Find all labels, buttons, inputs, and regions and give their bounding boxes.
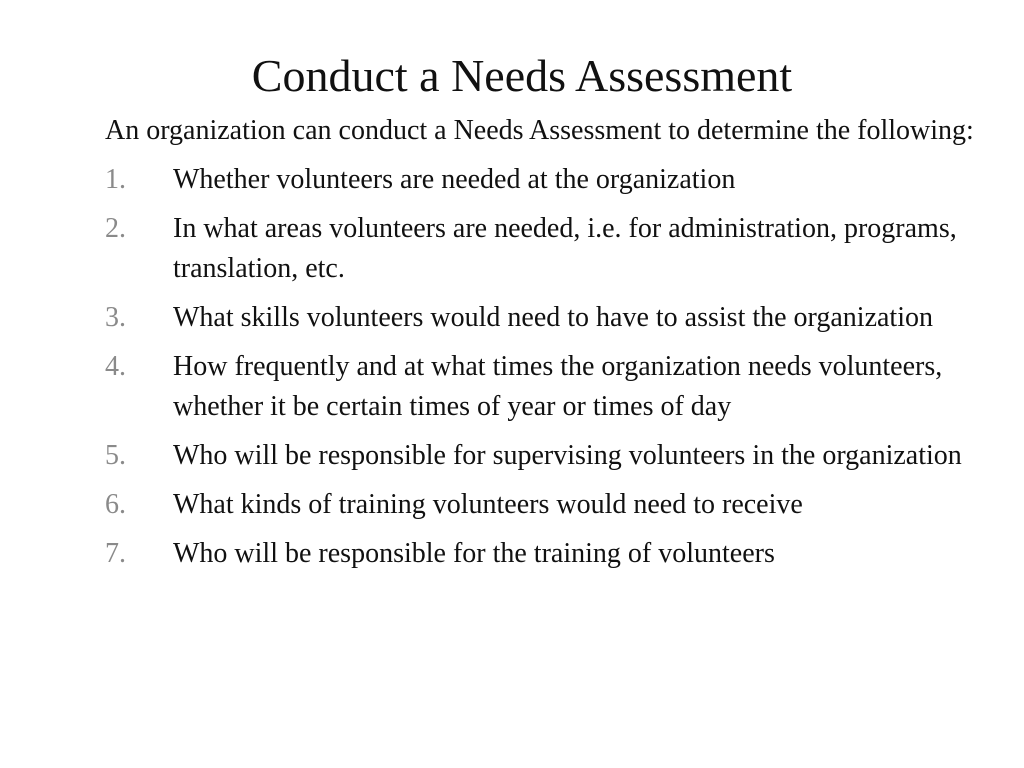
list-item-text: Who will be responsible for supervising volunteers in the organization: [173, 440, 962, 471]
list-item-text: How frequently and at what times the organization needs volunteers, whether it be certain times of year or times of day: [173, 351, 943, 422]
list-item: [105, 160, 975, 200]
list-item-number: 7.: [105, 538, 126, 569]
list-item: [105, 298, 975, 338]
list-item-number: 2.: [105, 213, 126, 244]
list-item: [105, 209, 975, 289]
list-item: [105, 436, 975, 476]
intro-text: An organization can conduct a Needs Assessment to determine the following:: [105, 115, 974, 146]
list-item-text: What skills volunteers would need to have to assist the organization: [173, 302, 933, 333]
list-item-number: 4.: [105, 351, 126, 382]
list-item: [105, 485, 975, 525]
list-item-number: 6.: [105, 489, 126, 520]
list-item: [105, 347, 975, 427]
list-item-number: 1.: [105, 164, 126, 195]
list-item-number: 5.: [105, 440, 126, 471]
slide-body: [105, 111, 975, 583]
list-item-number: 3.: [105, 302, 126, 333]
numbered-list: [105, 160, 975, 574]
list-item-text: What kinds of training volunteers would need to receive: [173, 489, 803, 520]
list-item-text: Whether volunteers are needed at the organization: [173, 164, 736, 195]
list-item: [105, 534, 975, 574]
list-item-text: Who will be responsible for the training of volunteers: [173, 538, 775, 569]
list-item-text: In what areas volunteers are needed, i.e. for administration, programs, translation, etc.: [173, 213, 957, 284]
slide-title: Conduct a Needs Assessment: [251, 50, 793, 101]
